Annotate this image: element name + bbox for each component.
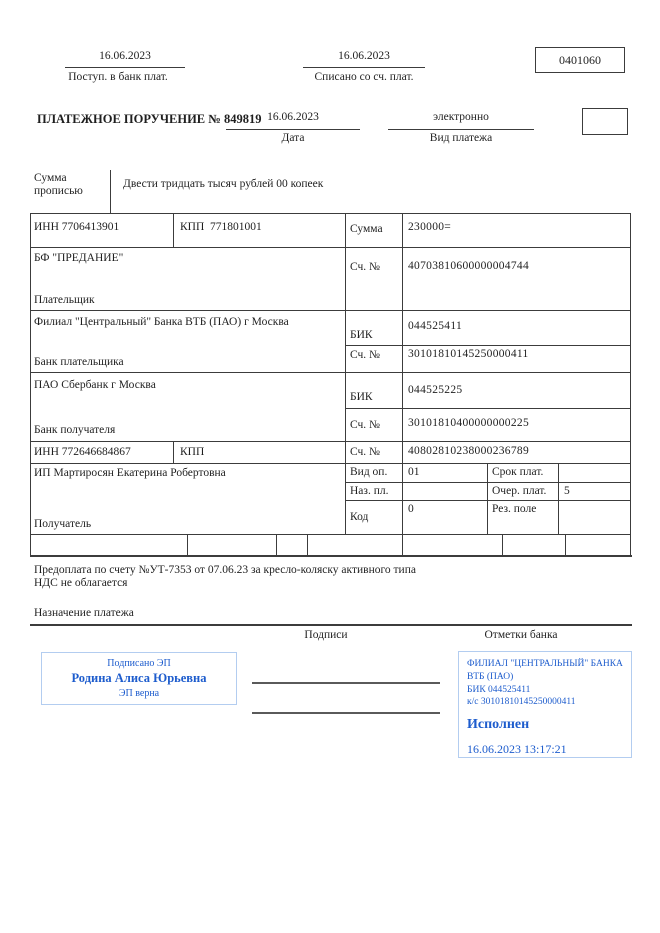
- bank-stamp-name-line2: ВТБ (ПАО): [467, 671, 514, 682]
- payer-account-label: Сч. №: [350, 261, 381, 273]
- payer-label: Плательщик: [34, 294, 95, 306]
- reserve-field-label: Рез. поле: [492, 503, 537, 515]
- payee-account-value: 40802810238000236789: [408, 445, 529, 457]
- bank-marks-label: Отметки банка: [484, 629, 558, 641]
- grid-line: [173, 213, 174, 247]
- payer-bank-bik-value: 044525411: [408, 320, 463, 332]
- payee-account-label: Сч. №: [350, 446, 381, 458]
- amount-words-value: Двести тридцать тысяч рублей 00 копеек: [123, 178, 324, 190]
- bank-stamp-datetime: 16.06.2023 13:17:21: [467, 742, 567, 757]
- payer-bank-account-label: Сч. №: [350, 349, 381, 361]
- document-date-label: Дата: [281, 132, 305, 144]
- payer-name: БФ "ПРЕДАНИЕ": [34, 252, 124, 264]
- payee-bank-bik-value: 044525225: [408, 384, 463, 396]
- grid-line: [110, 170, 111, 213]
- grid-line: [30, 310, 630, 311]
- grid-line: [173, 441, 174, 463]
- bank-stamp-corr-account: к/с 30101810145250000411: [467, 697, 576, 708]
- empty-code-box: [582, 108, 628, 135]
- grid-line: [276, 534, 277, 556]
- grid-line: [30, 463, 630, 464]
- payer-bank-account-value: 30101810145250000411: [408, 348, 529, 360]
- op-type-value: 01: [408, 466, 420, 478]
- e-signature-stamp-name: Родина Алиса Юрьевна: [71, 671, 207, 685]
- bank-execution-stamp: [458, 651, 632, 758]
- grid-line: [402, 213, 403, 534]
- grid-line: [187, 534, 188, 556]
- grid-line: [30, 624, 632, 626]
- payee-bank-label: Банк получателя: [34, 424, 116, 436]
- grid-line: [30, 441, 630, 442]
- payee-inn: ИНН 772646684867: [34, 446, 131, 458]
- payee-bank-bik-label: БИК: [350, 391, 373, 403]
- form-code-box: 0401060: [535, 47, 625, 73]
- bank-stamp-name-line1: ФИЛИАЛ "ЦЕНТРАЛЬНЫЙ" БАНКА: [467, 659, 623, 669]
- grid-line: [30, 247, 630, 248]
- signature-line-2: [252, 712, 440, 714]
- grid-line: [30, 534, 630, 535]
- purpose-line1: Предоплата по счету №УТ-7353 от 07.06.23 за кресло-коляску активного типа: [34, 564, 416, 576]
- grid-line: [307, 534, 308, 556]
- payer-bank-name: Филиал "Центральный" Банка ВТБ (ПАО) г Москва: [34, 316, 289, 328]
- order-label: Очер. плат.: [492, 485, 547, 497]
- bank-stamp-status: Исполнен: [467, 717, 530, 733]
- grid-line: [402, 534, 403, 556]
- e-signature-stamp: [41, 652, 237, 705]
- payee-name: ИП Мартиросян Екатерина Робертовна: [34, 467, 226, 479]
- payee-kpp: КПП: [180, 446, 205, 458]
- pay-term-label: Срок плат.: [492, 466, 544, 478]
- grid-line: [565, 534, 566, 556]
- grid-line: [502, 534, 503, 556]
- order-value: 5: [564, 485, 570, 497]
- purpose-line2: НДС не облагается: [34, 577, 128, 589]
- grid-line: [630, 213, 631, 557]
- payer-inn: ИНН 7706413901: [34, 221, 120, 233]
- signatures-label: Подписи: [304, 629, 348, 641]
- grid-line: [487, 463, 488, 534]
- grid-line: [30, 372, 630, 373]
- amount-value: 230000=: [408, 221, 452, 233]
- payee-label: Получатель: [34, 518, 92, 530]
- payer-bank-bik-label: БИК: [350, 329, 373, 341]
- payment-kind-value: электронно: [388, 111, 534, 130]
- amount-words-label: Сумма прописью: [34, 172, 83, 198]
- grid-line: [345, 213, 346, 534]
- grid-line: [30, 213, 630, 214]
- code-label: Код: [350, 511, 369, 523]
- debited-date-label: Списано со сч. плат.: [314, 71, 414, 83]
- payer-account-value: 40703810600000004744: [408, 260, 529, 272]
- payer-kpp: КПП 771801001: [180, 221, 262, 233]
- purpose-label: Назначение платежа: [34, 607, 134, 619]
- purpose-code-label: Наз. пл.: [350, 485, 389, 497]
- grid-line: [30, 213, 31, 557]
- grid-line: [558, 463, 559, 534]
- op-type-label: Вид оп.: [350, 466, 388, 478]
- e-signature-stamp-line1: Подписано ЭП: [107, 658, 171, 669]
- bank-stamp-bik: БИК 044525411: [467, 684, 531, 695]
- payee-bank-account-value: 30101810400000000225: [408, 417, 529, 429]
- debited-date-value: 16.06.2023: [303, 50, 425, 68]
- payer-bank-label: Банк плательщика: [34, 356, 124, 368]
- document-title: ПЛАТЕЖНОЕ ПОРУЧЕНИЕ № 849819: [37, 112, 262, 126]
- payment-kind-label: Вид платежа: [429, 132, 493, 144]
- received-date-label: Поступ. в банк плат.: [68, 71, 168, 83]
- payee-bank-name: ПАО Сбербанк г Москва: [34, 379, 156, 391]
- document-date-value: 16.06.2023: [226, 111, 360, 130]
- e-signature-stamp-line3: ЭП верна: [118, 688, 160, 699]
- grid-line: [345, 345, 630, 346]
- grid-line: [30, 555, 632, 557]
- grid-line: [345, 408, 630, 409]
- payee-bank-account-label: Сч. №: [350, 419, 381, 431]
- received-date-value: 16.06.2023: [65, 50, 185, 68]
- signature-line-1: [252, 682, 440, 684]
- amount-label: Сумма: [350, 223, 383, 235]
- code-value: 0: [408, 503, 414, 515]
